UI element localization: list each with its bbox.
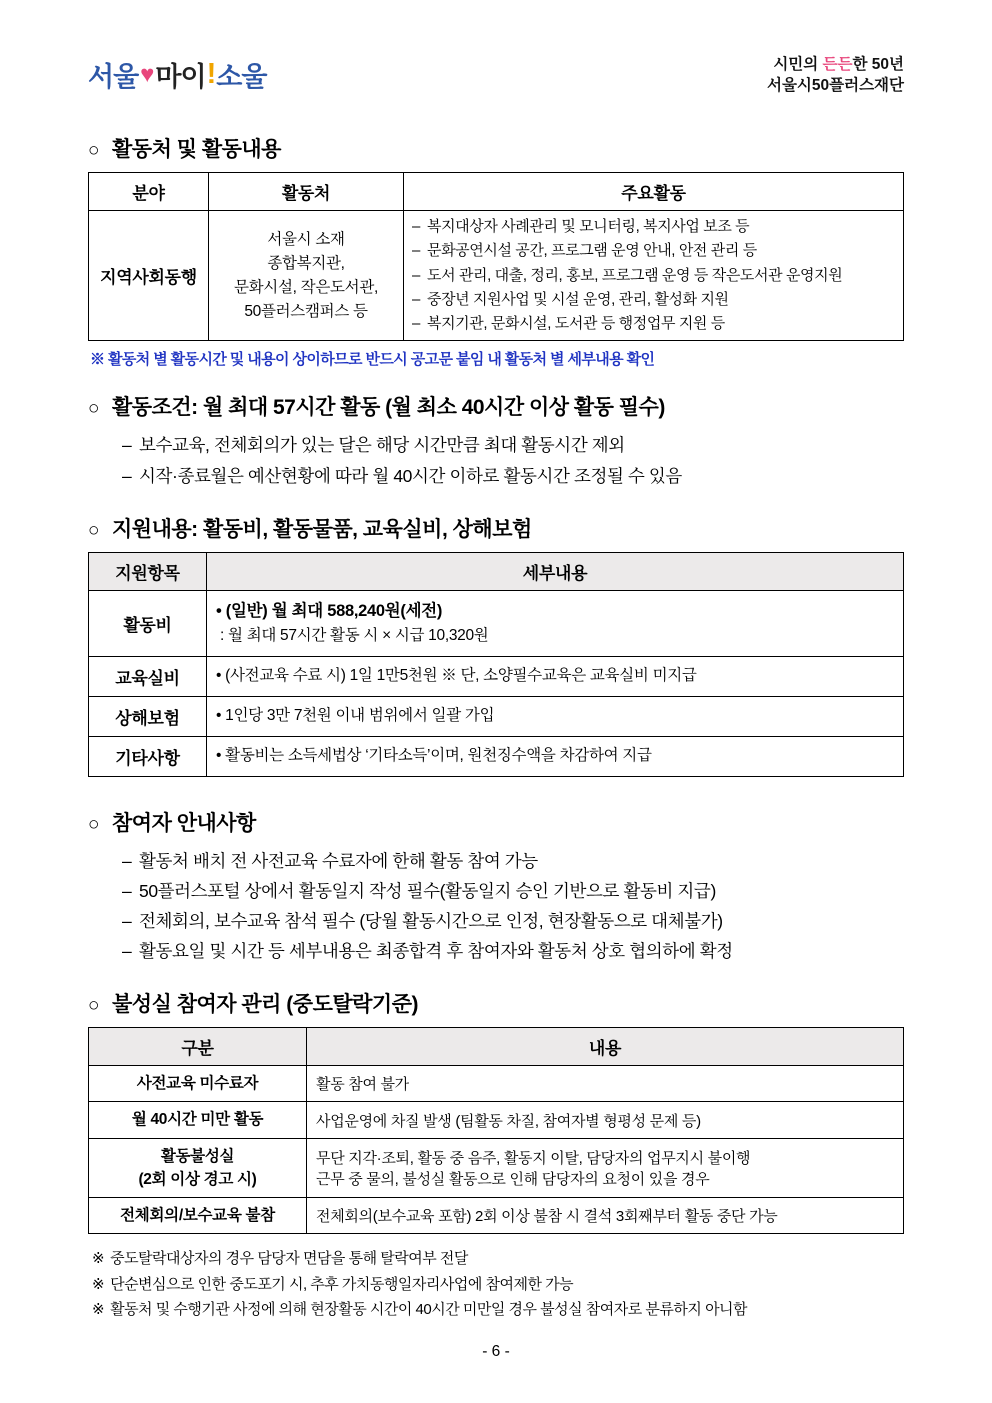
participant-notice-list xyxy=(88,846,904,966)
list-item: – 활동처 배치 전 사전교육 수료자에 한해 활동 참여 가능 xyxy=(122,846,904,876)
col-header-division: 구분 xyxy=(89,1028,307,1066)
activity-list xyxy=(412,215,895,336)
section-title-activity xyxy=(88,133,904,163)
table-row xyxy=(89,590,904,656)
place-line: 50플러스캠퍼스 등 xyxy=(244,302,368,320)
table-row xyxy=(89,211,904,341)
list-item: – 도서 관리, 대출, 정리, 홍보, 프로그램 운영 등 작은도서관 운영지원 xyxy=(412,264,895,288)
section5-title-text: 불성실 참여자 관리 (중도탈락기준) xyxy=(112,993,418,1017)
list-item: – 50플러스포털 상에서 활동일지 작성 필수(활동일지 승인 기반으로 활동비 지급) xyxy=(122,876,904,906)
section1-title-text: 활동처 및 활동내용 xyxy=(112,138,281,161)
list-item: – 활동요일 및 시간 등 세부내용은 최종합격 후 참여자와 활동처 상호 협의하에 확정 xyxy=(122,936,904,966)
page-header xyxy=(88,55,904,111)
cell-label xyxy=(89,1138,307,1198)
asterisk-icon: ※ xyxy=(92,1275,105,1293)
footnote-text: 활동처 및 수행기관 사정에 의해 현장활동 시간이 40시간 미만일 경우 불성실 참여자로 분류하지 아니함 xyxy=(110,1301,748,1319)
section-title-management xyxy=(88,988,904,1018)
seoul-my-soul-logo xyxy=(88,55,266,94)
section-title-support xyxy=(88,513,904,543)
detail-main: • (일반) 월 최대 588,240원(세전) xyxy=(216,598,894,624)
list-item: – 중장년 지원사업 및 시설 운영, 관리, 활성화 지원 xyxy=(412,288,895,312)
cell-place xyxy=(209,211,404,341)
table-row xyxy=(89,656,904,696)
cell-content xyxy=(307,1198,904,1234)
col-header-activities: 주요활동 xyxy=(404,173,904,211)
footnote-text: 단순변심으로 인한 중도포기 시, 추후 가치동행일자리사업에 참여제한 가능 xyxy=(110,1275,574,1293)
detail-sub: : 월 최대 57시간 활동 시 × 시급 10,320원 xyxy=(220,627,489,645)
cell-label: 기타사항 xyxy=(89,736,207,776)
section2-title-text: 활동조건: 월 최대 57시간 활동 (월 최소 40시간 이상 활동 필수) xyxy=(112,396,665,420)
cell-label: 교육실비 xyxy=(89,656,207,696)
list-item: – 문화공연시설 공간, 프로그램 운영 안내, 안전 관리 등 xyxy=(412,239,895,263)
table-row xyxy=(89,1138,904,1198)
content-line: 사업운영에 차질 발생 (팀활동 차질, 참여자별 형평성 문제 등) xyxy=(316,1112,701,1130)
section-title-participant-notice xyxy=(88,807,904,837)
cell-content xyxy=(307,1066,904,1102)
list-item: – 보수교육, 전체회의가 있는 달은 해당 시간만큼 최대 활동시간 제외 xyxy=(122,430,904,460)
foundation-name: 서울시50플러스재단 xyxy=(766,76,904,94)
detail-main: • (사전교육 수료 시) 1일 1만5천원 ※ 단, 소양필수교육은 교육실비 미지급 xyxy=(216,664,894,689)
table-row xyxy=(89,736,904,776)
table-header-row xyxy=(89,173,904,211)
content-line: 무단 지각·조퇴, 활동 중 음주, 활동지 이탈, 담당자의 업무지시 불이행 xyxy=(316,1149,751,1167)
support-table xyxy=(88,552,904,777)
tagline-accent: 든든 xyxy=(822,56,853,73)
cell-label: 사전교육 미수료자 xyxy=(89,1066,307,1102)
tagline-pre: 시민의 xyxy=(773,56,823,73)
heart-icon: ♥ xyxy=(140,60,154,88)
list-item: – 전체회의, 보수교육 참석 필수 (당월 활동시간으로 인정, 현장활동으로 대체불가) xyxy=(122,906,904,936)
label-line: 활동불성실 xyxy=(160,1147,235,1165)
place-line: 문화시설, 작은도서관, xyxy=(233,278,379,296)
tagline-post: 한 50년 xyxy=(852,56,904,73)
cell-label: 전체회의/보수교육 불참 xyxy=(89,1198,307,1234)
asterisk-icon: ※ xyxy=(92,1301,105,1319)
table-row xyxy=(89,696,904,736)
table-row xyxy=(89,1066,904,1102)
bullet-circle-icon: ○ xyxy=(88,519,99,541)
conditions-list xyxy=(88,430,904,490)
col-header-place: 활동처 xyxy=(209,173,404,211)
cell-detail xyxy=(207,736,904,776)
detail-main: • 1인당 3만 7천원 이내 범위에서 일괄 가입 xyxy=(216,704,894,729)
asterisk-icon: ※ xyxy=(92,1250,105,1268)
footnote xyxy=(92,1272,904,1298)
list-item: – 시작·종료월은 예산현황에 따라 월 40시간 이하로 활동시간 조정될 수 있음 xyxy=(122,461,904,491)
place-line: 종합복지관, xyxy=(267,254,345,272)
foundation-logo xyxy=(767,55,904,97)
cell-detail xyxy=(207,656,904,696)
cell-label: 월 40시간 미만 활동 xyxy=(89,1102,307,1138)
cell-content xyxy=(307,1102,904,1138)
col-header-field: 분야 xyxy=(89,173,209,211)
cell-label: 활동비 xyxy=(89,590,207,656)
table-row xyxy=(89,1102,904,1138)
page-number: - 6 - xyxy=(482,1343,510,1360)
bullet-circle-icon: ○ xyxy=(88,398,99,420)
col-header-item: 지원항목 xyxy=(89,552,207,590)
table-header-row xyxy=(89,552,904,590)
cell-detail xyxy=(207,696,904,736)
section4-title-text: 참여자 안내사항 xyxy=(112,811,256,835)
footnote xyxy=(92,1297,904,1323)
content-line: 활동 참여 불가 xyxy=(316,1076,409,1094)
label-line: (2회 이상 경고 시) xyxy=(138,1170,257,1188)
cell-label: 상해보험 xyxy=(89,696,207,736)
exclamation-icon: ! xyxy=(206,58,216,90)
logo-text-seoul: 서울 xyxy=(88,62,139,92)
cell-field: 지역사회동행 xyxy=(89,211,209,341)
col-header-content: 내용 xyxy=(307,1028,904,1066)
content-line: 근무 중 물의, 불성실 활동으로 인해 담당자의 요청이 있을 경우 xyxy=(316,1170,710,1188)
cell-detail xyxy=(207,590,904,656)
table-header-row xyxy=(89,1028,904,1066)
list-item: – 복지기관, 문화시설, 도서관 등 행정업무 지원 등 xyxy=(412,312,895,336)
cell-activities xyxy=(404,211,904,341)
section-title-conditions xyxy=(88,391,904,421)
logo-text-my: 마이 xyxy=(155,62,206,92)
management-table xyxy=(88,1027,904,1234)
footnote xyxy=(92,1246,904,1272)
logo-text-soul: 소울 xyxy=(216,62,267,92)
foundation-tagline xyxy=(767,55,904,76)
footnotes xyxy=(88,1246,904,1323)
activity-table xyxy=(88,172,904,341)
list-item: – 복지대상자 사례관리 및 모니터링, 복지사업 보조 등 xyxy=(412,215,895,239)
table-row xyxy=(89,1198,904,1234)
activity-note: ※ 활동처 별 활동시간 및 내용이 상이하므로 반드시 공고문 붙임 내 활동처 별 세부내용 확인 xyxy=(90,351,655,369)
section3-title-text: 지원내용: 활동비, 활동물품, 교육실비, 상해보험 xyxy=(112,517,532,541)
bullet-circle-icon: ○ xyxy=(88,995,99,1017)
cell-content xyxy=(307,1138,904,1198)
bullet-circle-icon: ○ xyxy=(88,140,99,161)
detail-main: • 활동비는 소득세법상 ‘기타소득’이며, 원천징수액을 차감하여 지급 xyxy=(216,744,894,769)
col-header-detail: 세부내용 xyxy=(207,552,904,590)
bullet-circle-icon: ○ xyxy=(88,813,99,835)
content-line: 전체회의(보수교육 포함) 2회 이상 불참 시 결석 3회째부터 활동 중단 가능 xyxy=(316,1208,778,1226)
footnote-text: 중도탈락대상자의 경우 담당자 면담을 통해 탈락여부 전달 xyxy=(110,1250,468,1268)
place-line: 서울시 소재 xyxy=(267,230,345,248)
